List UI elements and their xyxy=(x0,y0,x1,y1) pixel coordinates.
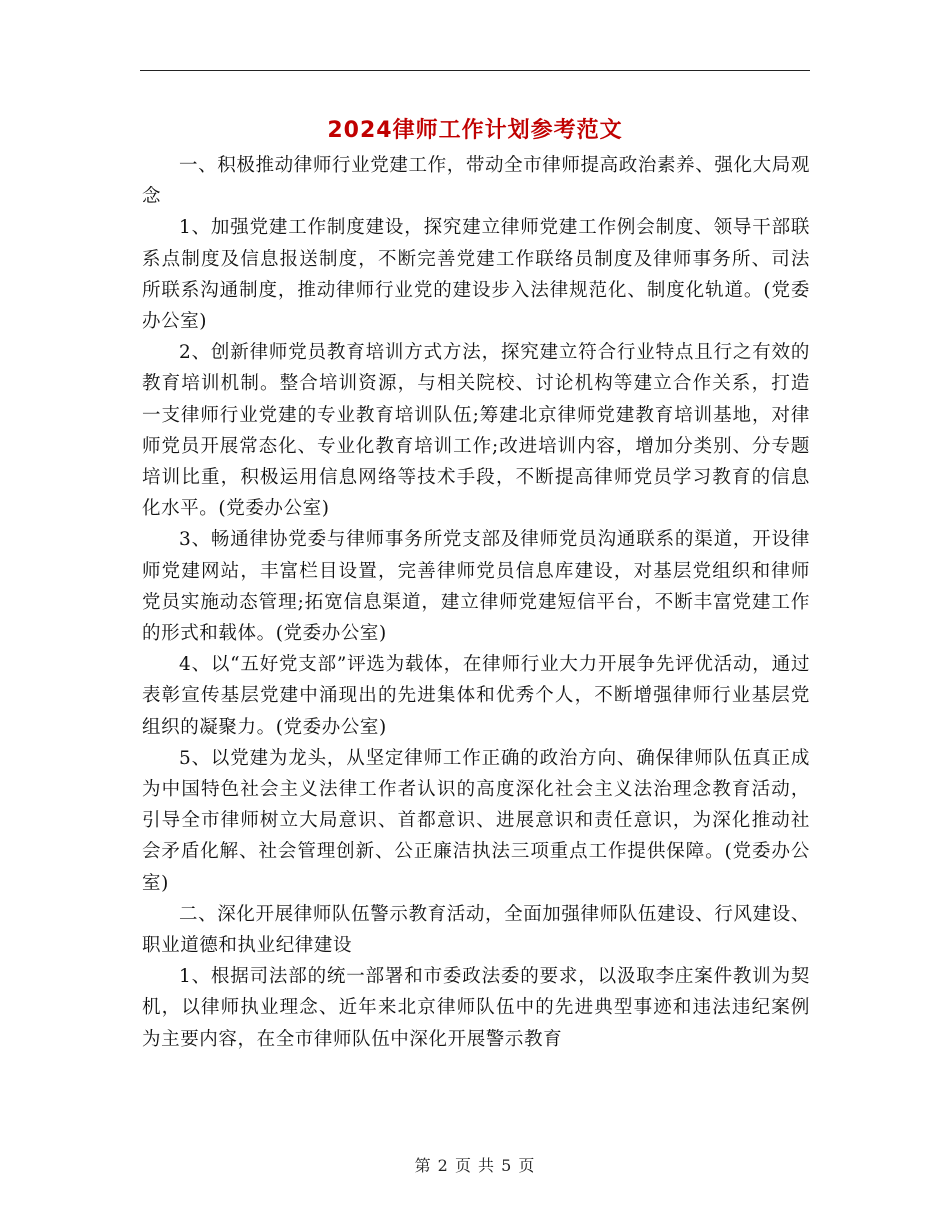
page-footer: 第 2 页 共 5 页 xyxy=(414,1156,536,1175)
document-body xyxy=(142,150,810,1055)
paragraph: 3、畅通律协党委与律师事务所党支部及律师党员沟通联系的渠道，开设律师党建网站，丰富栏目设置，完善律师党员信息库建设，对基层党组织和律师党员实施动态管理;拓宽信息渠道，建立律师党建短信平台，不断丰富党建工作的形式和载体。(党委办公室) xyxy=(142,529,810,645)
section-heading-2: 二、深化开展律师队伍警示教育活动，全面加强律师队伍建设、行风建设、职业道德和执业纪律建设 xyxy=(142,903,810,957)
section-heading-1: 一、积极推动律师行业党建工作，带动全市律师提高政治素养、强化大局观念 xyxy=(142,155,810,208)
paragraph: 4、以“五好党支部”评选为载体，在律师行业大力开展争先评优活动，通过表彰宣传基层党建中涌现出的先进集体和优秀个人，不断增强律师行业基层党组织的凝聚力。(党委办公室) xyxy=(142,654,810,738)
document-title: 2024律师工作计划参考范文 xyxy=(327,118,623,143)
paragraph: 1、根据司法部的统一部署和市委政法委的要求，以汲取李庄案件教训为契机，以律师执业理念、近年来北京律师队伍中的先进典型事迹和违法违纪案例为主要内容，在全市律师队伍中深化开展警示教育 xyxy=(142,966,810,1050)
header-rule xyxy=(140,70,810,71)
paragraph: 1、加强党建工作制度建设，探究建立律师党建工作例会制度、领导干部联系点制度及信息报送制度，不断完善党建工作联络员制度及律师事务所、司法所联系沟通制度，推动律师行业党的建设步入法律规范化、制度化轨道。(党委办公室) xyxy=(142,217,810,333)
paragraph: 2、创新律师党员教育培训方式方法，探究建立符合行业特点且行之有效的教育培训机制。整合培训资源，与相关院校、讨论机构等建立合作关系，打造一支律师行业党建的专业教育培训队伍;筹建北京律师党建教育培训基地，对律师党员开展常态化、专业化教育培训工作;改进培训内容，增加分类别、分专题培训比重，积极运用信息网络等技术手段，不断提高律师党员学习教育的信息化水平。(党委办公室) xyxy=(142,342,810,520)
paragraph: 5、以党建为龙头，从坚定律师工作正确的政治方向、确保律师队伍真正成为中国特色社会主义法律工作者认识的高度深化社会主义法治理念教育活动，引导全市律师树立大局意识、首都意识、进展意识和责任意识，为深化推动社会矛盾化解、社会管理创新、公正廉洁执法三项重点工作提供保障。(党委办公室) xyxy=(142,747,810,894)
